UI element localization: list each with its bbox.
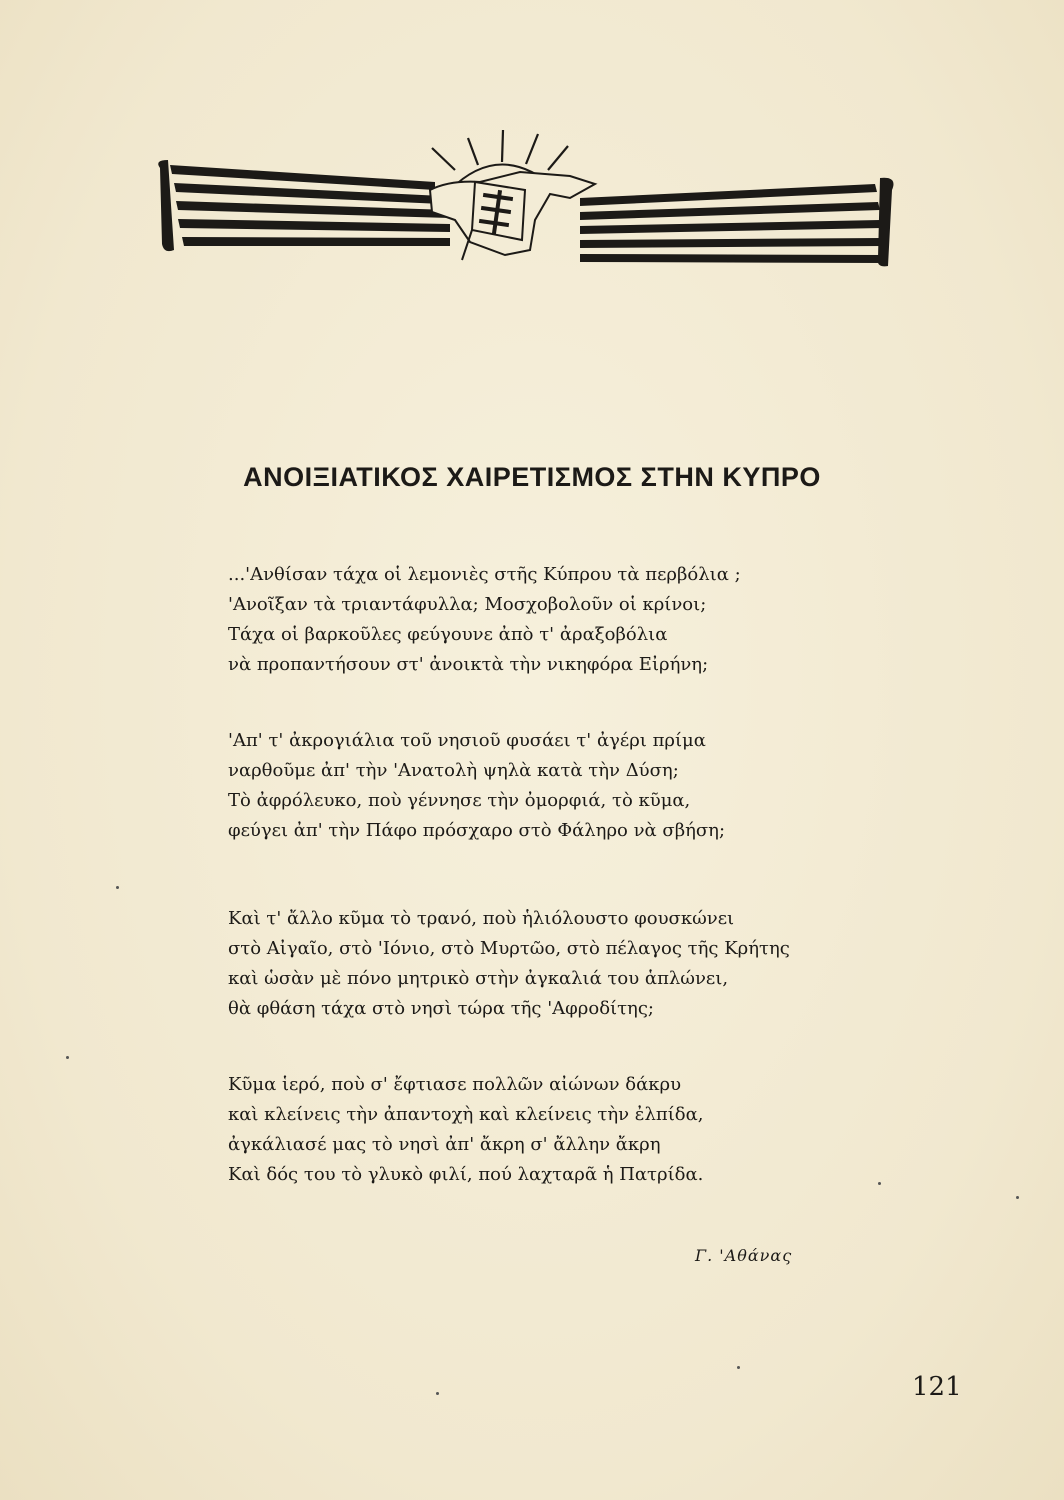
stanza [228, 904, 908, 1024]
poem [228, 560, 908, 1190]
poem-line: θὰ φθάση τάχα στὸ νησὶ τώρα τῆς 'Αφροδίτης; [228, 998, 654, 1019]
poem-line: στὸ Αἰγαῖο, στὸ 'Ιόνιο, στὸ Μυρτῶο, στὸ πέλαγος τῆς Κρήτης [228, 938, 790, 959]
ink-speck [116, 886, 119, 889]
poem-line: νὰ προπαντήσουν στ' ἀνοικτὰ τὴν νικηφόρα Εἰρήνη; [228, 654, 709, 675]
poem-line: Καὶ τ' ἄλλο κῦμα τὸ τρανό, ποὺ ἡλιόλουστο φουσκώνει [228, 908, 735, 929]
poem-line: Καὶ δός του τὸ γλυκὸ φιλί, πού λαχταρᾶ ἡ Πατρίδα. [228, 1164, 704, 1185]
greek-flag-icon [472, 182, 525, 240]
ink-speck [1016, 1196, 1019, 1199]
page-number: 121 [912, 1372, 962, 1402]
poem-line: 'Ανοῖξαν τὰ τριαντάφυλλα; Μοσχοβολοῦν οἱ κρίνοι; [228, 594, 707, 615]
ink-speck [66, 1056, 69, 1059]
stanza [228, 560, 908, 680]
poem-line: καὶ κλείνεις τὴν ἀπαντοχὴ καὶ κλείνεις τὴν ἐλπίδα, [228, 1104, 704, 1125]
poem-line: Κῦμα ἱερό, ποὺ σ' ἔφτιασε πολλῶν αἰώνων δάκρυ [228, 1074, 682, 1095]
poem-title: ΑΝΟΙΞΙΑΤΙΚΟΣ ΧΑΙΡΕΤΙΣΜΟΣ ΣΤΗΝ ΚΥΠΡΟ [243, 462, 821, 493]
poem-line: Τάχα οἱ βαρκοῦλες φεύγουνε ἀπὸ τ' ἀραξοβόλια [228, 624, 668, 645]
ink-speck [436, 1392, 439, 1395]
ink-speck [878, 1182, 881, 1185]
poem-line: φεύγει ἀπ' τὴν Πάφο πρόσχαρο στὸ Φάληρο νὰ σβήση; [228, 820, 726, 841]
poem-line: Τὸ ἀφρόλευκο, ποὺ γέννησε τὴν ὀμορφιά, τὸ κῦμα, [228, 790, 691, 811]
stanza [228, 1070, 908, 1190]
cyprus-flag-emblem [150, 120, 900, 280]
ink-speck [737, 1366, 740, 1369]
author-signature: Γ. 'Αθάνας [695, 1246, 793, 1265]
poem-line: 'Απ' τ' ἀκρογιάλια τοῦ νησιοῦ φυσάει τ' ἀγέρι πρίμα [228, 730, 706, 751]
poem-line: ἀγκάλιασέ μας τὸ νησὶ ἀπ' ἄκρη σ' ἄλλην ἄκρη [228, 1134, 661, 1155]
poem-line: καὶ ὡσὰν μὲ πόνο μητρικὸ στὴν ἀγκαλιά του ἁπλώνει, [228, 968, 729, 989]
stanza [228, 726, 908, 846]
poem-line: ναρθοῦμε ἀπ' τὴν 'Ανατολὴ ψηλὰ κατὰ τὴν Δύση; [228, 760, 679, 781]
poem-line: ...'Ανθίσαν τάχα οἱ λεμονιὲς στῆς Κύπρου τὰ περβόλια ; [228, 564, 741, 585]
